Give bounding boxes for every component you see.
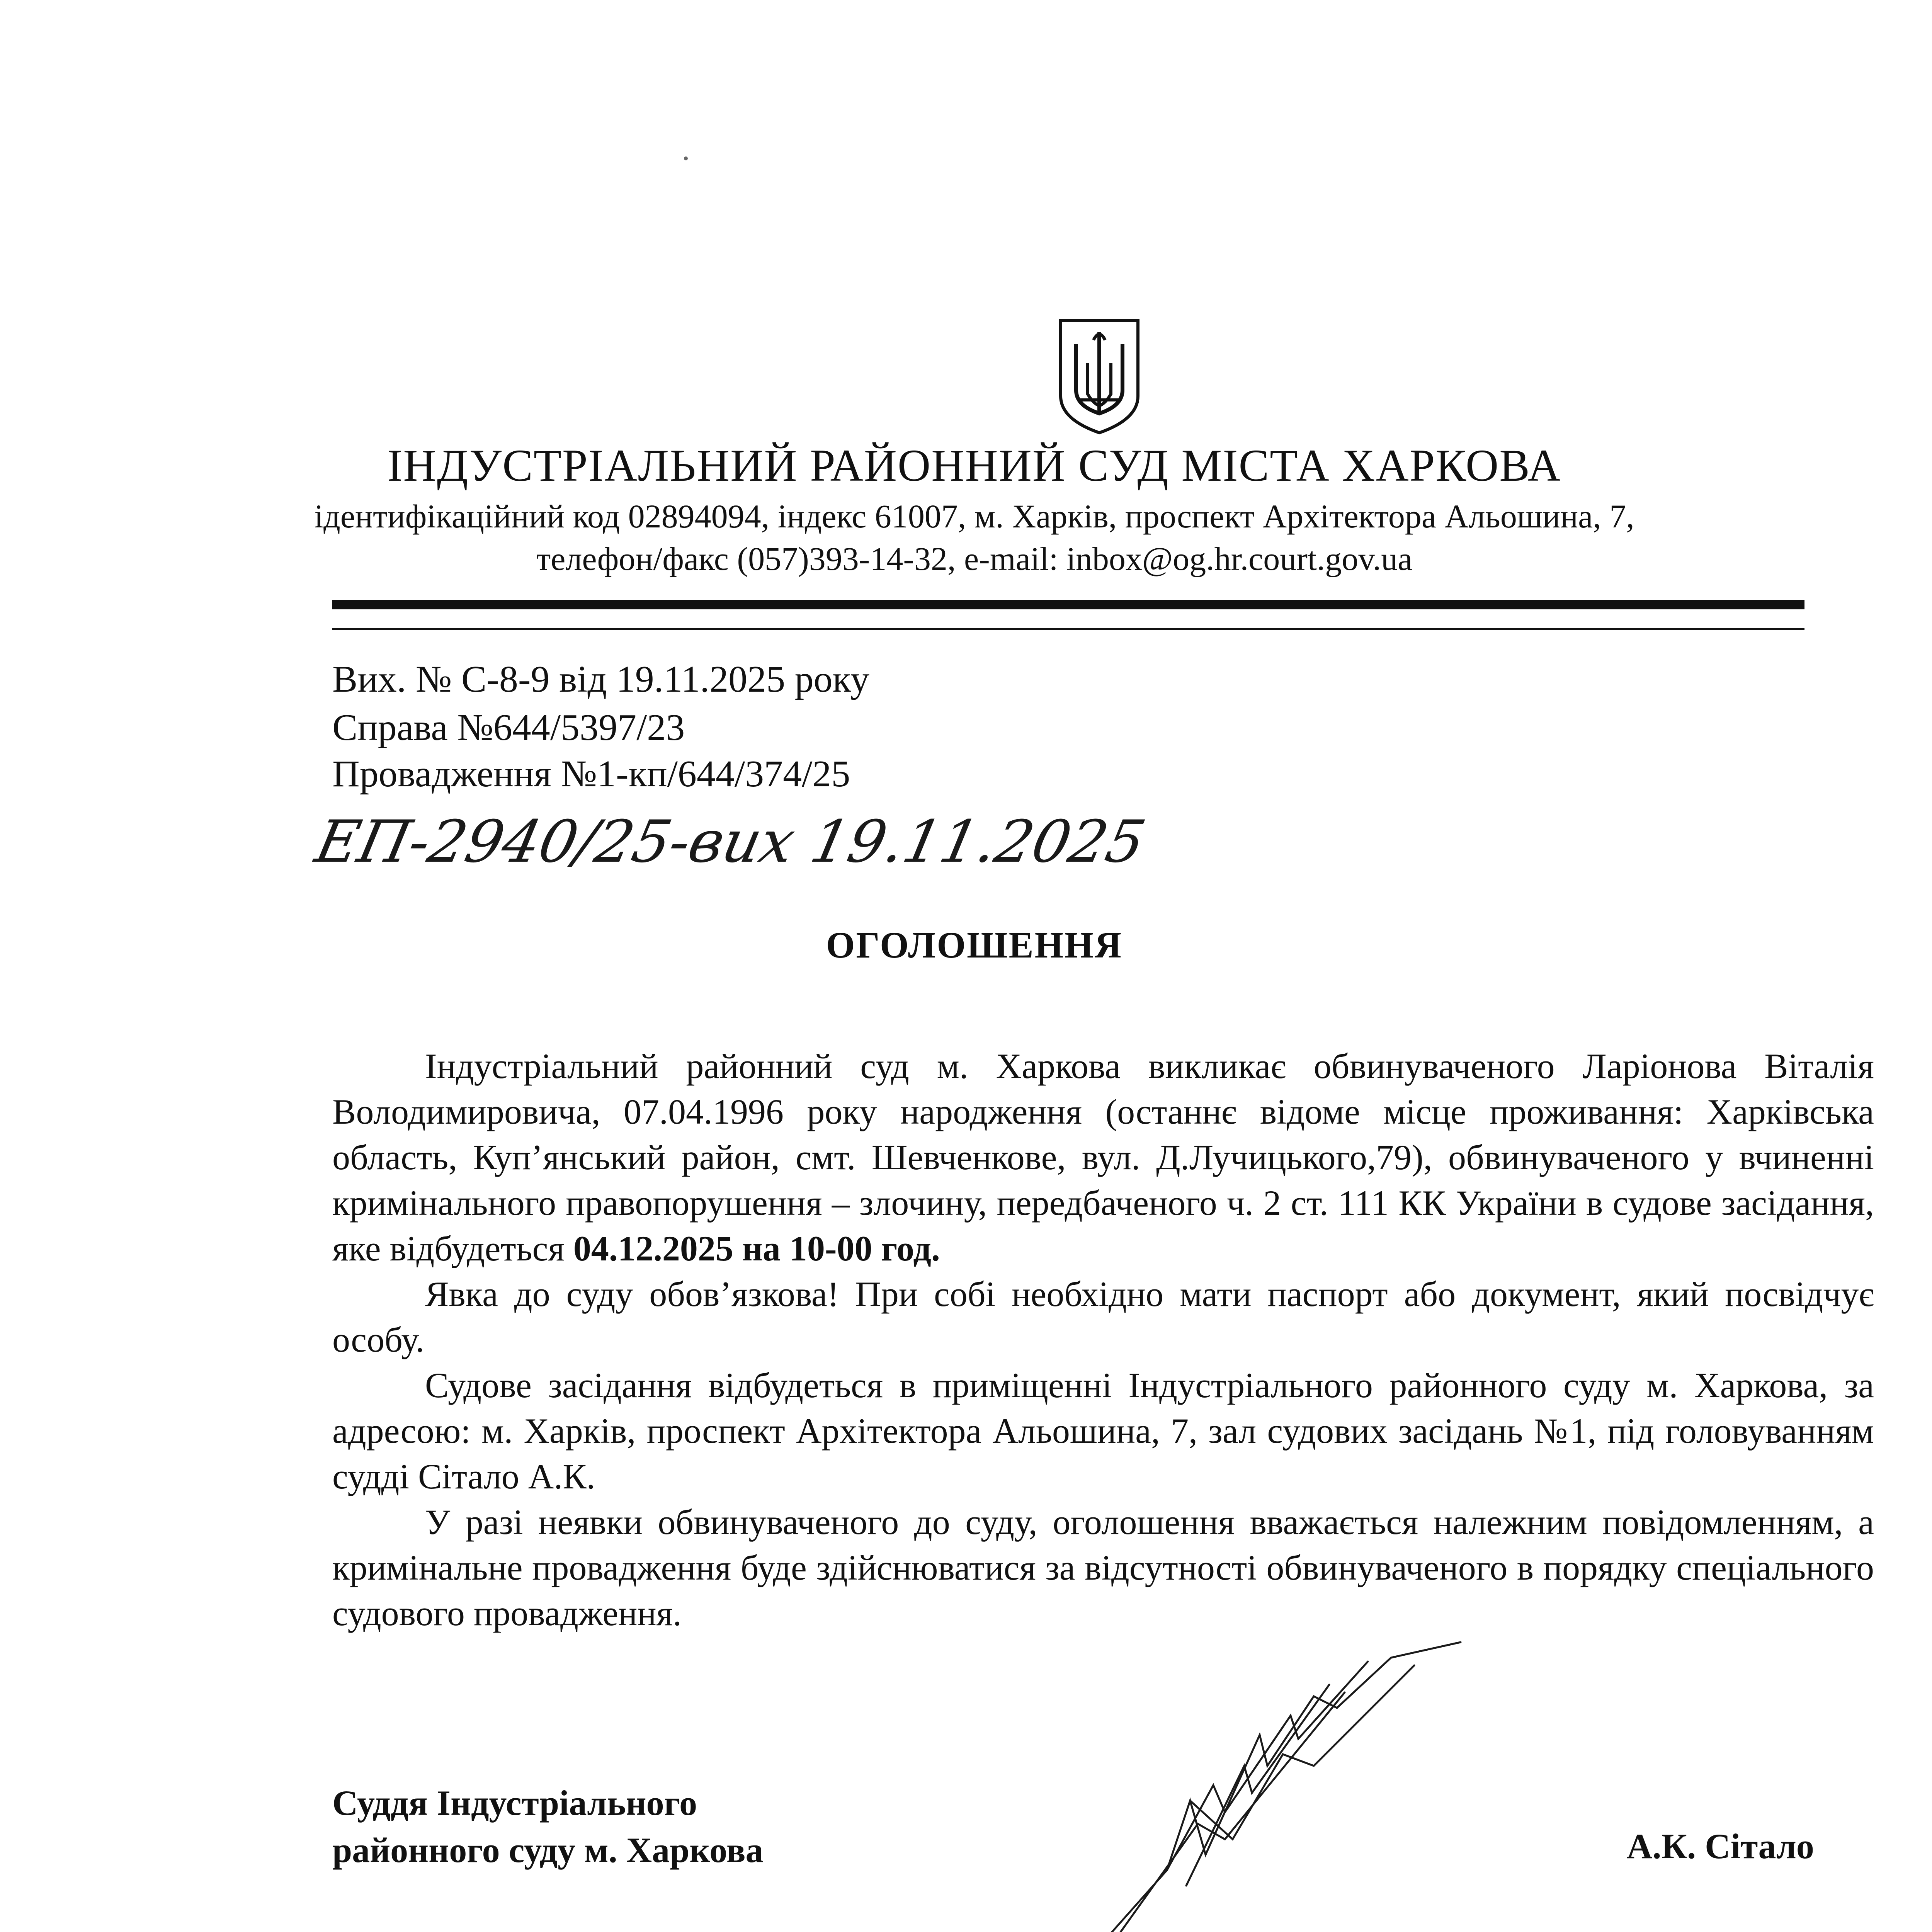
judge-position [332,1779,764,1874]
handwritten-registration-note [310,788,1151,885]
outgoing-number: Вих. № С-8-9 від 19.11.2025 року [332,658,869,700]
court-contacts: телефон/факс (057)393-14-32, e-mail: inbox@og.hr.court.gov.ua [536,540,1413,577]
trident-emblem-icon [1057,317,1142,437]
proceeding-number: Провадження №1-кп/644/374/25 [332,753,850,795]
court-name: ІНДУСТРІАЛЬНИЙ РАЙОННИЙ СУД МІСТА ХАРКОВА [387,440,1561,491]
announcement-body [332,1043,1874,1636]
scan-speck [684,156,688,160]
court-identification: ідентифікаційний код 02894094, індекс 61007, м. Харків, проспект Архітектора Альошина, 7, [314,498,1634,535]
handwritten-note-text: ЕП-2940/25-вих 19.11.2025 [310,808,1151,876]
judge-name: А.К. Сітало [1627,1827,1814,1866]
paragraph-attendance: Явка до суду обов’язкова! При собі необхідно мати паспорт або документ, який посвідчує особу. [332,1274,1874,1359]
paragraph-venue: Судове засідання відбудеться в приміщенні Індустріального районного суду м. Харкова, за адресою: м. Харків, проспект Архітектора Альошина, 7, зал судових засідань №1, під головуванням судді Сітало А.К. [332,1366,1874,1496]
header-divider-thick [332,600,1804,609]
judge-position-line1: Суддя Індустріального [332,1783,697,1823]
hearing-date: 04.12.2025 на 10-00 год. [573,1229,940,1268]
paragraph-summons [332,1043,1874,1271]
judge-signature [1097,1638,1464,1932]
document-title: ОГОЛОШЕННЯ [826,924,1123,966]
header-divider-thin [332,628,1804,630]
paragraph-nonappearance: У разі неявки обвинуваченого до суду, оголошення вважається належним повідомленням, а кримінальне провадження буде здійснюватися за відсутності обвинуваченого в порядку спеціального судового провадження. [332,1502,1874,1633]
judge-position-line2: районного суду м. Харкова [332,1830,764,1870]
summons-text: Індустріальний районний суд м. Харкова викликає обвинуваченого Ларіонова Віталія Володимировича, 07.04.1996 року народження (останнє відоме місце проживання: Харківська область, Куп’янський район, смт. Шевченкове, вул. Д.Лучицького,79), обвинуваченого у вчиненні кримінального правопорушення – злочину, передбаченого ч. 2 ст. 111 КК України в судове засідання, яке відбудеться [332,1046,1874,1268]
case-number: Справа №644/5397/23 [332,707,685,748]
